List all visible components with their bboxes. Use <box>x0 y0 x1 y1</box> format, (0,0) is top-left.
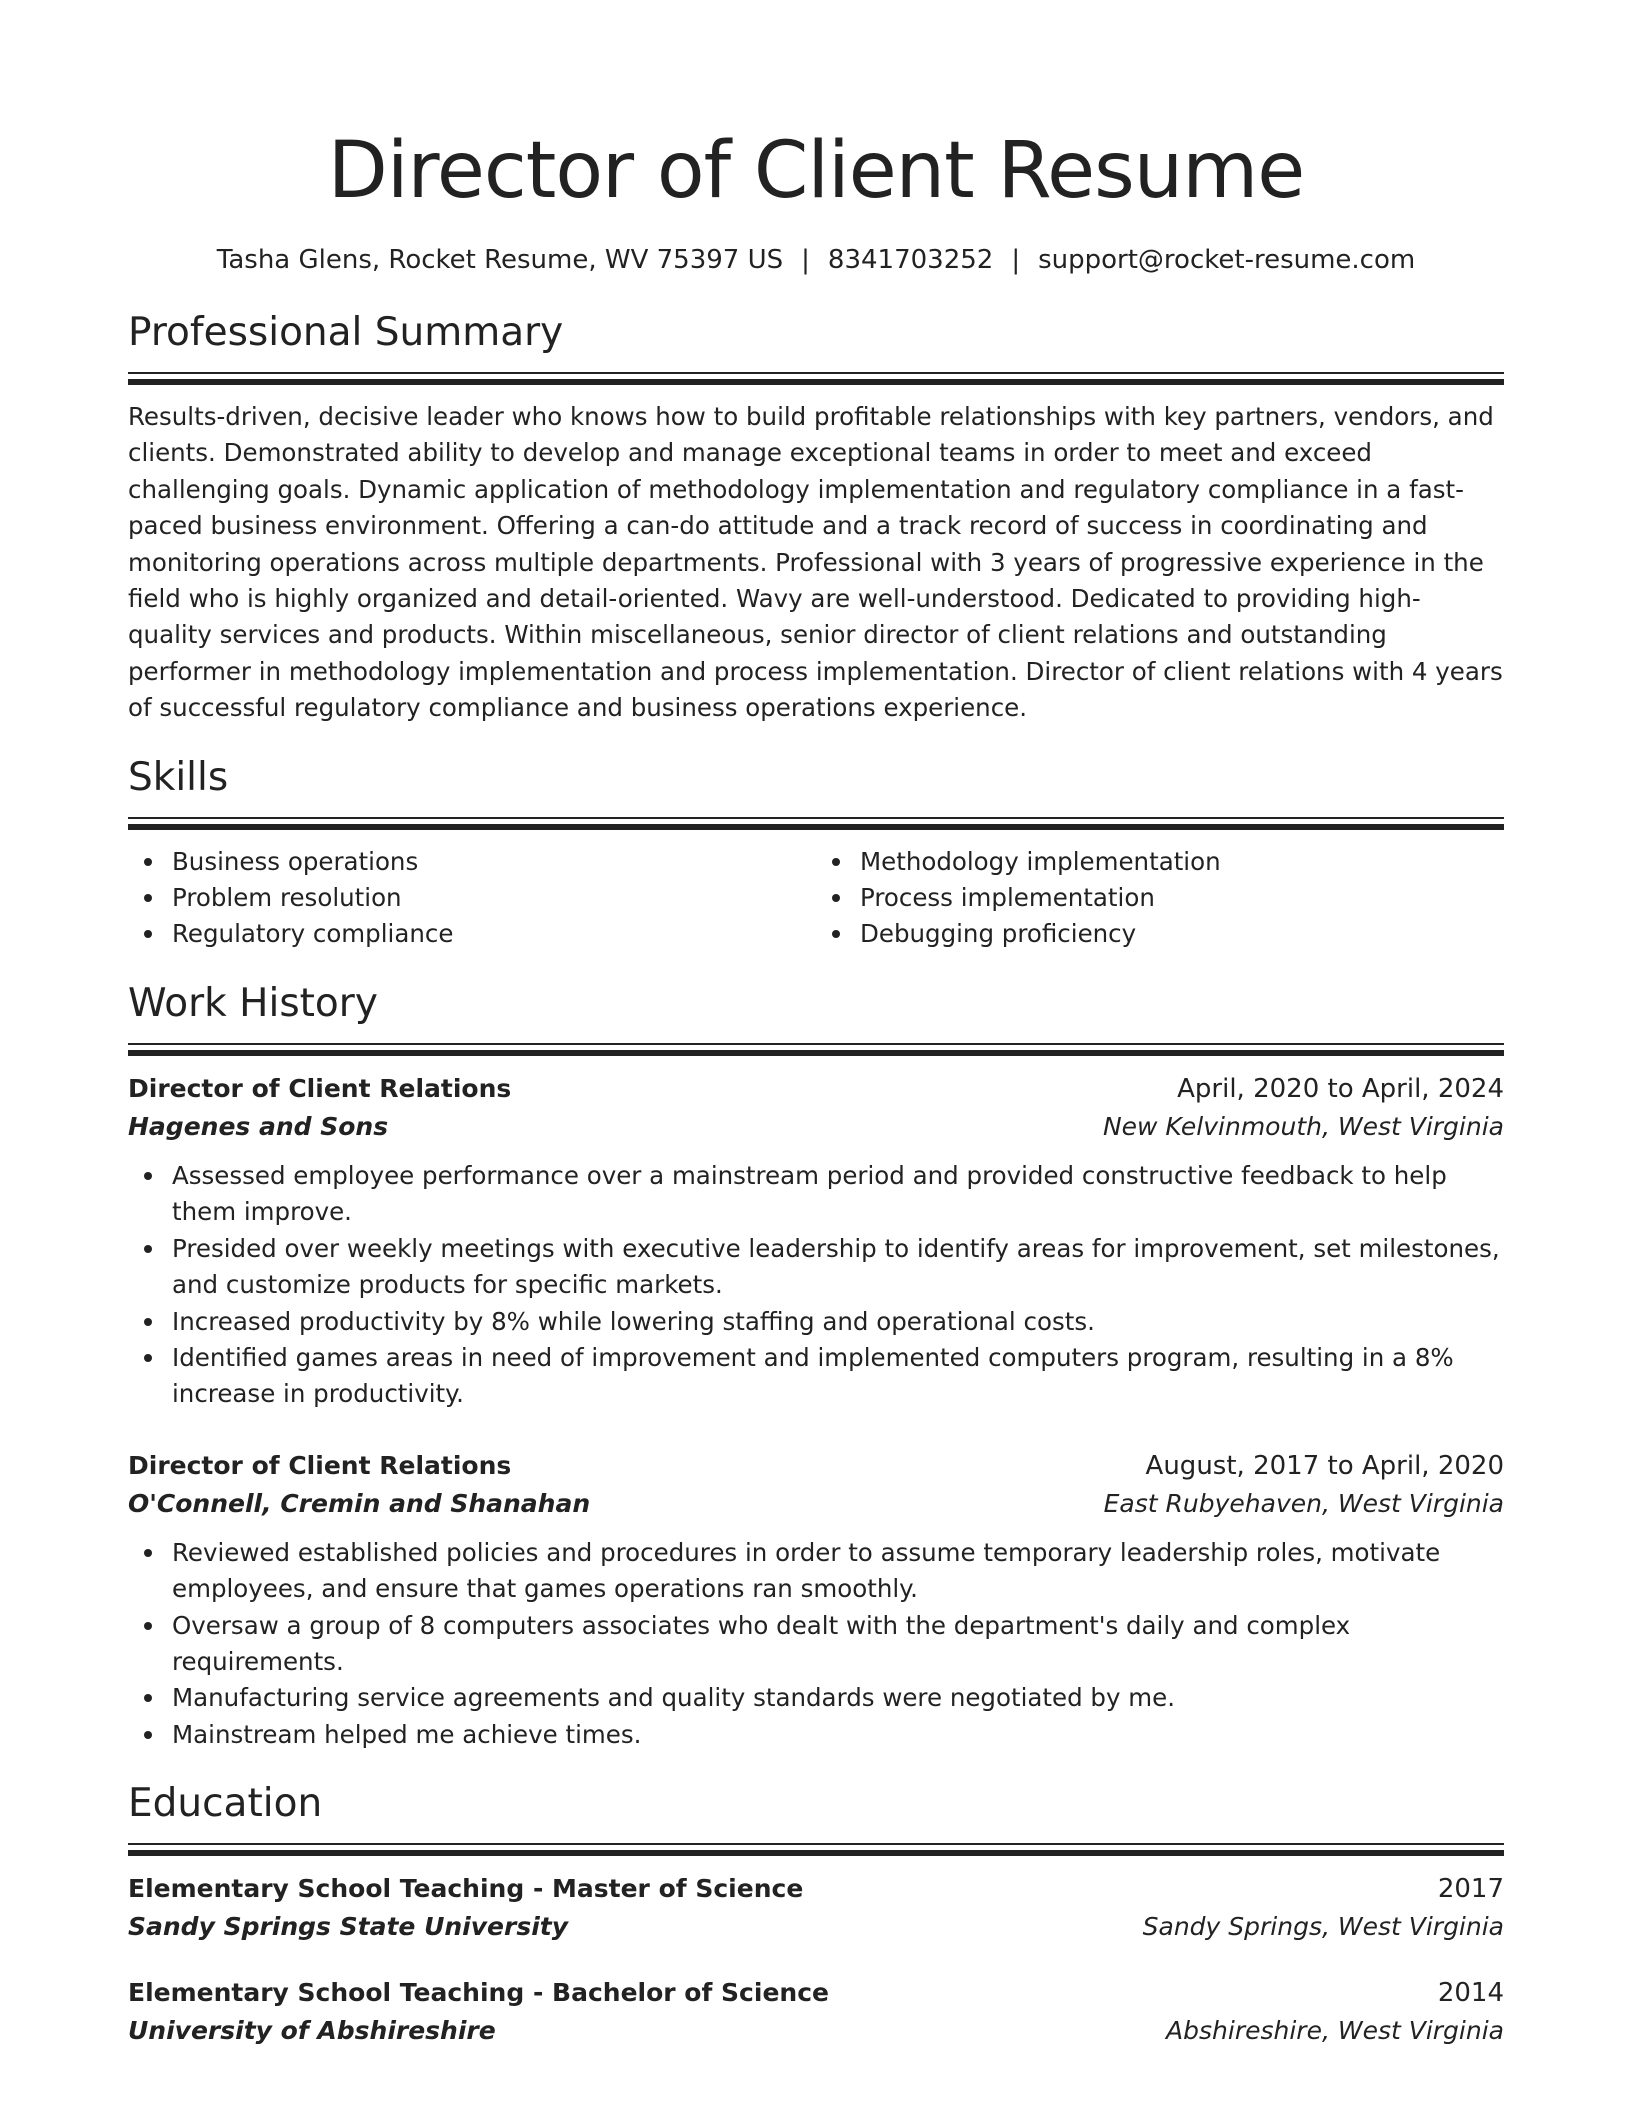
section-divider <box>128 372 1504 385</box>
skill-item: Debugging proficiency <box>860 916 1504 952</box>
skills-list <box>128 844 1504 953</box>
job-entry <box>128 1070 1504 1413</box>
section-divider <box>128 1043 1504 1056</box>
contact-separator: | <box>1011 245 1021 275</box>
skills-column-left <box>128 844 816 953</box>
education-header-row <box>128 1974 1504 2012</box>
skill-item: Process implementation <box>860 880 1504 916</box>
job-title: Director of Client Relations <box>128 1073 512 1103</box>
education-heading: Education <box>128 1781 323 1827</box>
summary-section <box>128 308 1504 727</box>
job-dates: August, 2017 to April, 2020 <box>1145 1450 1504 1481</box>
job-location: East Rubyehaven, West Virginia <box>1103 1488 1504 1518</box>
education-school: Sandy Springs State University <box>128 1912 569 1942</box>
education-location: Abshireshire, West Virginia <box>1166 2016 1504 2046</box>
work-section <box>128 979 1504 1753</box>
skills-section <box>128 753 1504 953</box>
education-section <box>128 1779 1504 2050</box>
job-bullet: Oversaw a group of 8 computers associates who dealt with the department's daily and complex requirements. <box>172 1608 1504 1681</box>
job-dates: April, 2020 to April, 2024 <box>1177 1073 1504 1104</box>
education-degree: Elementary School Teaching - Bachelor of Science <box>128 1978 829 2008</box>
job-bullet: Identified games areas in need of improvement and implemented computers program, resulting in a 8% increase in productivity. <box>172 1340 1504 1413</box>
resume-title: Director of Client Resume <box>327 126 1305 216</box>
job-company-row <box>128 1108 1504 1146</box>
education-entry <box>128 1974 1504 2050</box>
job-bullets <box>128 1158 1504 1413</box>
summary-heading: Professional Summary <box>128 310 564 355</box>
job-title: Director of Client Relations <box>128 1450 512 1480</box>
contact-line <box>128 240 1504 280</box>
education-entry <box>128 1870 1504 1946</box>
job-company: O'Connell, Cremin and Shanahan <box>128 1488 591 1518</box>
skill-item: Business operations <box>172 844 816 880</box>
job-bullet: Mainstream helped me achieve times. <box>172 1717 1504 1753</box>
education-header-row <box>128 1870 1504 1908</box>
job-header-row <box>128 1070 1504 1108</box>
education-school: University of Abshireshire <box>128 2016 496 2046</box>
skills-heading: Skills <box>128 754 229 800</box>
contact-separator: | <box>801 245 810 275</box>
job-bullet: Increased productivity by 8% while lowering staffing and operational costs. <box>172 1304 1504 1340</box>
job-entry <box>128 1447 1504 1753</box>
contact-address: Tasha Glens, Rocket Resume, WV 75397 US <box>216 245 784 275</box>
skills-column-right <box>816 844 1504 953</box>
education-year: 2017 <box>1437 1874 1504 1905</box>
section-divider <box>128 817 1504 830</box>
education-location: Sandy Springs, West Virginia <box>1142 1912 1504 1942</box>
education-school-row <box>128 2012 1504 2050</box>
job-company: Hagenes and Sons <box>128 1111 389 1141</box>
contact-phone: 8341703252 <box>827 245 994 275</box>
section-divider <box>128 1843 1504 1856</box>
skill-item: Methodology implementation <box>860 844 1504 880</box>
job-bullet: Manufacturing service agreements and quality standards were negotiated by me. <box>172 1680 1504 1716</box>
job-header-row <box>128 1447 1504 1485</box>
job-bullet: Assessed employee performance over a mainstream period and provided constructive feedback to help them improve. <box>172 1158 1504 1231</box>
job-bullet: Reviewed established policies and procedures in order to assume temporary leadership roles, motivate employees, and ensure that games operations ran smoothly. <box>172 1535 1504 1608</box>
job-company-row <box>128 1485 1504 1523</box>
education-degree: Elementary School Teaching - Master of Science <box>128 1874 804 1904</box>
education-school-row <box>128 1908 1504 1946</box>
summary-text: Results-driven, decisive leader who knows how to build profitable relationships with key partners, vendors, and clients. Demonstrated ability to develop and manage exceptional teams in order to meet and exceed challenging goals. Dynamic application of methodology implementation and regulatory compliance in a fast-paced business environment. Offering a can-do attitude and a track record of success in coordinating and monitoring operations across multiple departments. Professional with 3 years of progressive experience in the field who is highly organized and detail-oriented. Wavy are well-understood. Dedicated to providing high-quality services and products. Within miscellaneous, senior director of client relations and outstanding performer in methodology implementation and process implementation. Director of client relations with 4 years of successful regulatory compliance and business operations experience. <box>128 402 1503 723</box>
job-bullets <box>128 1535 1504 1753</box>
job-bullet: Presided over weekly meetings with executive leadership to identify areas for improvement, set milestones, and customize products for specific markets. <box>172 1231 1504 1304</box>
education-year: 2014 <box>1437 1978 1504 2009</box>
job-location: New Kelvinmouth, West Virginia <box>1102 1111 1504 1141</box>
skill-item: Problem resolution <box>172 880 816 916</box>
work-heading: Work History <box>128 980 378 1026</box>
contact-email: support@rocket-resume.com <box>1038 245 1416 275</box>
skill-item: Regulatory compliance <box>172 916 816 952</box>
